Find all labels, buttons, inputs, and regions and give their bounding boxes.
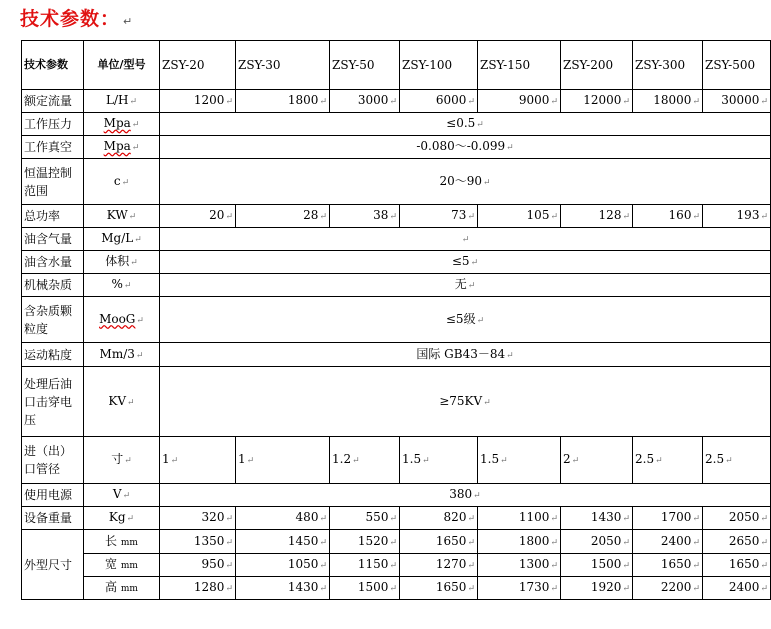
unit-text: KV [108, 393, 127, 408]
paragraph-mark: ↵ [622, 514, 630, 524]
merged-value-cell: -0.080～-0.099↵ [160, 136, 771, 159]
paragraph-mark: ↵ [760, 584, 768, 594]
table-row [22, 297, 771, 343]
table-row [22, 507, 771, 530]
value-cell: 38↵ [330, 205, 400, 228]
unit-text: Kg [108, 510, 126, 524]
unit-text: Mpa [103, 116, 131, 130]
paragraph-mark: ↵ [467, 537, 475, 548]
param-label-cell: 进（出）口管径 [22, 437, 84, 484]
param-label-cell: 运动粘度 [22, 343, 84, 367]
unit-text: L/H [105, 93, 129, 107]
table-row [22, 343, 771, 367]
value-cell: 105↵ [478, 205, 561, 228]
paragraph-mark: ↵ [319, 537, 327, 548]
value-cell: 1280↵ [160, 577, 236, 600]
model-header-cell: ZSY-300 [633, 41, 703, 90]
paragraph-mark: ↵ [389, 537, 397, 548]
value-cell: 1650↵ [400, 530, 478, 554]
paragraph-mark: ↵ [131, 120, 140, 130]
value-cell: 18000↵ [633, 90, 703, 113]
merged-value-cell: 380↵ [160, 484, 771, 507]
merged-value-cell [160, 228, 771, 251]
value-cell: 1450↵ [236, 530, 330, 554]
unit-text: 体积 [105, 254, 130, 268]
value-cell: 2650↵ [703, 530, 771, 554]
paragraph-mark: ↵ [483, 177, 491, 188]
paragraph-mark: ↵ [461, 235, 470, 245]
param-unit-cell [84, 90, 160, 113]
header-row [22, 41, 771, 90]
paragraph-mark: ↵ [225, 514, 233, 524]
value-cell: 1430↵ [561, 507, 633, 530]
value-cell: 820↵ [400, 507, 478, 530]
unit-text: Mpa [103, 139, 131, 153]
table-row [22, 113, 771, 136]
value-cell: 30000↵ [703, 90, 771, 113]
paragraph-mark: ↵ [622, 212, 630, 222]
paragraph-mark: ↵ [389, 212, 397, 222]
value-cell: 2↵ [561, 437, 633, 484]
param-unit-cell [84, 274, 160, 297]
value-cell: 1150↵ [330, 554, 400, 577]
section-title: 技术参数： ↵ [20, 8, 134, 30]
paragraph-mark: ↵ [473, 491, 481, 501]
paragraph-mark: ↵ [134, 235, 142, 245]
param-unit-cell [84, 159, 160, 205]
value-cell: 28↵ [236, 205, 330, 228]
paragraph-mark: ↵ [692, 584, 700, 594]
value-cell: 1100↵ [478, 507, 561, 530]
param-unit-cell [84, 484, 160, 507]
model-header-cell: ZSY-150 [478, 41, 561, 90]
value-cell: 1270↵ [400, 554, 478, 577]
value-cell: 9000↵ [478, 90, 561, 113]
unit-text: mm [120, 561, 138, 571]
paragraph-mark: ↵ [225, 561, 233, 571]
spec-table [21, 40, 771, 600]
model-header-cell: ZSY-20 [160, 41, 236, 90]
paragraph-mark: ↵ [127, 397, 135, 408]
model-header-cell: ZSY-50 [330, 41, 400, 90]
paragraph-mark: ↵ [506, 143, 514, 153]
paragraph-mark: ↵ [483, 397, 491, 408]
value-cell: 73↵ [400, 205, 478, 228]
paragraph-mark: ↵ [760, 537, 768, 548]
unit-text: mm [120, 537, 138, 548]
paragraph-mark: ↵ [500, 456, 508, 466]
paragraph-mark: ↵ [319, 212, 327, 222]
unit-text: Mg/L [101, 231, 134, 245]
paragraph-mark: ↵ [319, 561, 327, 571]
merged-value-cell: ≤5↵ [160, 251, 771, 274]
paragraph-mark: ↵ [692, 212, 700, 222]
paragraph-mark: ↵ [467, 97, 475, 107]
paragraph-mark: ↵ [124, 456, 132, 466]
model-header-cell: ZSY-200 [561, 41, 633, 90]
value-cell: 1200↵ [160, 90, 236, 113]
paragraph-mark: ↵ [352, 456, 360, 466]
paragraph-mark: ↵ [550, 561, 558, 571]
paragraph-mark: ↵ [389, 584, 397, 594]
paragraph-mark: ↵ [550, 514, 558, 524]
paragraph-mark: ↵ [760, 514, 768, 524]
paragraph-mark: ↵ [622, 584, 630, 594]
value-cell: 3000↵ [330, 90, 400, 113]
merged-value-cell: ≤0.5↵ [160, 113, 771, 136]
table-row [22, 90, 771, 113]
param-unit-cell [84, 437, 160, 484]
table-row [22, 136, 771, 159]
merged-value-cell: 国际 GB43－84↵ [160, 343, 771, 367]
header-param-cell: 技术参数 [22, 41, 84, 90]
table-row [22, 367, 771, 437]
merged-value-cell: ≤5级↵ [160, 297, 771, 343]
merged-value-cell: 无↵ [160, 274, 771, 297]
paragraph-mark: ↵ [225, 212, 233, 222]
merged-value-cell: ≥75KV↵ [160, 367, 771, 437]
paragraph-mark: ↵ [622, 537, 630, 548]
paragraph-mark: ↵ [550, 537, 558, 548]
paragraph-mark: ↵ [130, 258, 138, 268]
table-row [22, 274, 771, 297]
model-header-cell: ZSY-100 [400, 41, 478, 90]
unit-text: KW [106, 208, 128, 222]
value-cell: 1.5↵ [478, 437, 561, 484]
paragraph-mark: ↵ [760, 561, 768, 571]
paragraph-mark: ↵ [135, 350, 144, 361]
paragraph-mark: ↵ [122, 491, 131, 501]
paragraph-mark: ↵ [622, 97, 630, 107]
paragraph-mark: ↵ [225, 537, 233, 548]
param-label-cell: 油含气量 [22, 228, 84, 251]
param-unit-cell [84, 297, 160, 343]
value-cell: 1800↵ [478, 530, 561, 554]
paragraph-mark: ↵ [123, 281, 132, 291]
value-cell: 193↵ [703, 205, 771, 228]
paragraph-mark: ↵ [622, 561, 630, 571]
dimension-unit-cell: 宽 mm [84, 554, 160, 577]
unit-text: MooG [99, 311, 136, 326]
paragraph-mark: ↵ [319, 584, 327, 594]
spec-table-body [22, 41, 771, 600]
table-row [22, 251, 771, 274]
paragraph-mark: ↵ [655, 456, 663, 466]
value-cell: 1500↵ [561, 554, 633, 577]
paragraph-mark: ↵ [319, 514, 327, 524]
value-cell: 2200↵ [633, 577, 703, 600]
value-cell: 2400↵ [703, 577, 771, 600]
paragraph-mark: ↵ [121, 177, 130, 188]
paragraph-mark: ↵ [692, 97, 700, 107]
unit-text: c [113, 173, 121, 188]
paragraph-mark: ↵ [470, 258, 479, 268]
param-label-cell: 恒温控制范围 [22, 159, 84, 205]
param-label-cell: 工作真空 [22, 136, 84, 159]
value-cell: 1350↵ [160, 530, 236, 554]
value-cell: 12000↵ [561, 90, 633, 113]
paragraph-mark: ↵ [128, 212, 137, 222]
param-unit-cell [84, 367, 160, 437]
paragraph-mark: ↵ [422, 456, 430, 466]
paragraph-mark: ↵ [129, 97, 138, 107]
value-cell: 1650↵ [400, 577, 478, 600]
model-header-cell: ZSY-500 [703, 41, 771, 90]
value-cell: 480↵ [236, 507, 330, 530]
value-cell: 1↵ [160, 437, 236, 484]
paragraph-mark: ↵ [467, 561, 475, 571]
param-label-cell: 工作压力 [22, 113, 84, 136]
table-row [22, 437, 771, 484]
param-label-cell: 总功率 [22, 205, 84, 228]
paragraph-mark: ↵ [467, 281, 476, 291]
value-cell: 550↵ [330, 507, 400, 530]
value-cell: 160↵ [633, 205, 703, 228]
value-cell: 6000↵ [400, 90, 478, 113]
dimension-unit-cell: 长 mm [84, 530, 160, 554]
paragraph-mark: ↵ [225, 584, 233, 594]
value-cell: 1920↵ [561, 577, 633, 600]
paragraph-mark: ↵ [550, 97, 558, 107]
paragraph-mark: ↵ [571, 456, 580, 466]
paragraph-mark: ↵ [225, 97, 233, 107]
paragraph-mark: ↵ [760, 212, 768, 222]
param-label-cell: 含杂质颗粒度 [22, 297, 84, 343]
paragraph-mark: ↵ [550, 212, 558, 222]
value-cell: 2050↵ [703, 507, 771, 530]
unit-text: % [111, 277, 123, 291]
dimension-row [22, 577, 771, 600]
paragraph-mark: ↵ [476, 120, 484, 130]
value-cell: 1520↵ [330, 530, 400, 554]
value-cell: 1430↵ [236, 577, 330, 600]
value-cell: 128↵ [561, 205, 633, 228]
value-cell: 1650↵ [703, 554, 771, 577]
value-cell: 1.2↵ [330, 437, 400, 484]
header-unit-cell: 单位/型号 [84, 41, 160, 90]
value-cell: 1500↵ [330, 577, 400, 600]
table-row [22, 159, 771, 205]
value-cell: 20↵ [160, 205, 236, 228]
param-unit-cell [84, 228, 160, 251]
value-cell: 2.5↵ [703, 437, 771, 484]
param-label-cell: 设备重量 [22, 507, 84, 530]
merged-value-cell: 20～90↵ [160, 159, 771, 205]
value-cell: 2050↵ [561, 530, 633, 554]
param-label-cell: 额定流量 [22, 90, 84, 113]
value-cell: 1.5↵ [400, 437, 478, 484]
paragraph-mark: ↵ [467, 584, 475, 594]
dimension-label-cell: 外型尺寸 [22, 530, 84, 600]
paragraph-mark: ↵ [467, 514, 475, 524]
param-label-cell: 油含水量 [22, 251, 84, 274]
paragraph-mark: ↵ [692, 514, 700, 524]
paragraph-mark: ↵ [476, 315, 485, 326]
value-cell: 1730↵ [478, 577, 561, 600]
table-row [22, 228, 771, 251]
paragraph-mark: ↵ [389, 97, 397, 107]
value-cell: 1300↵ [478, 554, 561, 577]
paragraph-mark: ↵ [126, 514, 135, 524]
param-unit-cell [84, 113, 160, 136]
paragraph-mark: ↵ [692, 537, 700, 548]
value-cell: 1↵ [236, 437, 330, 484]
dimension-row [22, 530, 771, 554]
param-label-cell: 机械杂质 [22, 274, 84, 297]
paragraph-mark: ↵ [506, 350, 514, 361]
unit-text: mm [120, 584, 138, 594]
param-label-cell: 使用电源 [22, 484, 84, 507]
value-cell: 2.5↵ [633, 437, 703, 484]
paragraph-mark: ↵ [467, 212, 475, 222]
value-cell: 1800↵ [236, 90, 330, 113]
value-cell: 2400↵ [633, 530, 703, 554]
table-row [22, 205, 771, 228]
table-row [22, 484, 771, 507]
dimension-row [22, 554, 771, 577]
paragraph-mark: ↵ [389, 561, 397, 571]
unit-text: V [112, 487, 122, 501]
paragraph-mark: ↵ [246, 456, 255, 466]
paragraph-mark: ↵ [131, 143, 140, 153]
paragraph-mark: ↵ [550, 584, 558, 594]
paragraph-mark: ↵ [389, 514, 397, 524]
paragraph-mark: ↵ [170, 456, 179, 466]
value-cell: 1700↵ [633, 507, 703, 530]
paragraph-mark: ↵ [319, 97, 327, 107]
paragraph-mark: ↵ [136, 315, 144, 326]
value-cell: 1050↵ [236, 554, 330, 577]
model-header-cell: ZSY-30 [236, 41, 330, 90]
unit-text: Mm/3 [99, 346, 135, 361]
param-unit-cell [84, 251, 160, 274]
dimension-unit-cell: 高 mm [84, 577, 160, 600]
value-cell: 320↵ [160, 507, 236, 530]
paragraph-mark: ↵ [760, 97, 768, 107]
value-cell: 1650↵ [633, 554, 703, 577]
paragraph-mark: ↵ [725, 456, 733, 466]
param-unit-cell [84, 343, 160, 367]
paragraph-mark: ↵ [692, 561, 700, 571]
param-unit-cell [84, 507, 160, 530]
param-label-cell: 处理后油口击穿电压 [22, 367, 84, 437]
unit-text: 寸 [111, 452, 124, 466]
param-unit-cell [84, 205, 160, 228]
value-cell: 950↵ [160, 554, 236, 577]
param-unit-cell [84, 136, 160, 159]
